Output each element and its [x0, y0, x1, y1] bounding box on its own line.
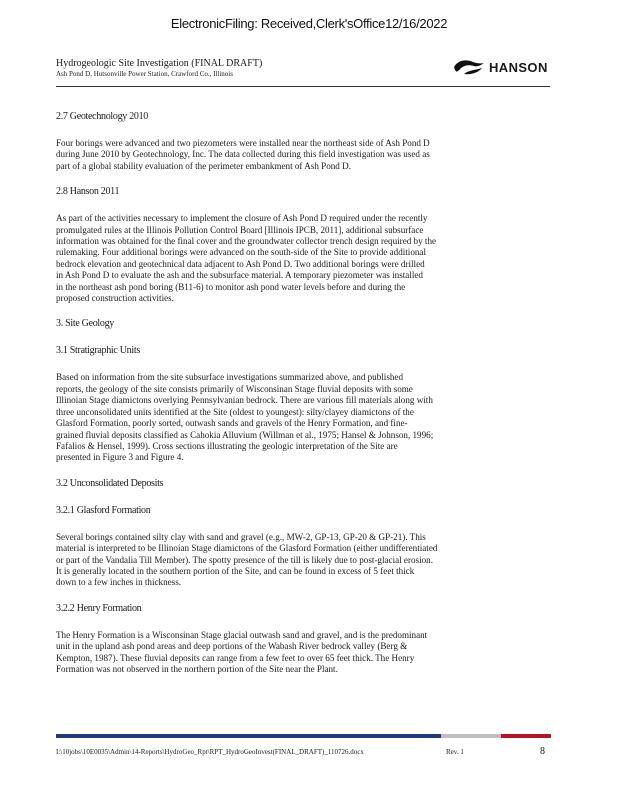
report-title: Hydrogeologic Site Investigation (FINAL DRAFT): [56, 58, 263, 69]
text-line: unit in the upland ash pond areas and deep portions of the Wabash River bedrock valley (Berg &: [56, 641, 408, 652]
text-line: Based on information from the site subsurface investigations summarized above, and published: [56, 372, 403, 383]
text-line: It is generally located in the southern portion of the Site, and can be found in excess of 5 feet thick: [56, 565, 415, 576]
footer-bar-red: [501, 734, 551, 738]
heading-3: 3. Site Geology: [56, 318, 114, 330]
paragraph-3-2-1: [56, 532, 550, 589]
heading-3-2-1: 3.2.1 Glasford Formation: [56, 504, 151, 516]
heading-2-8: 2.8 Hanson 2011: [56, 186, 120, 198]
text-line: Four borings were advanced and two piezometers were installed near the northeast side of Ash Pond D: [56, 138, 430, 148]
text-line: part of a global stability evaluation of the perimeter embankment of Ash Pond D.: [56, 160, 351, 171]
text-line: proposed construction activities.: [56, 293, 174, 304]
text-line: reports, the geology of the site consists primarily of Wisconsinan Stage fluvial deposits with some: [56, 383, 413, 394]
text-line: or part of the Vandalia Till Member). The spotty presence of the till is likely due to post-glacial erosion.: [56, 554, 433, 565]
hanson-logo: [452, 58, 548, 76]
text-line: promulgated rules at the Illinois Pollution Control Board [Illinois IPCB, 2011], additional subsurface: [56, 224, 424, 235]
heading-3-2: 3.2 Unconsolidated Deposits: [56, 477, 164, 489]
filing-stamp: ElectronicFiling: Received,Clerk'sOffice12/16/2022: [170, 16, 448, 31]
paragraph-2-8: [56, 213, 550, 304]
paragraph-3-1: [56, 372, 550, 463]
page-number: 8: [540, 746, 545, 757]
text-line: Illinoian Stage diamictons overlying Pennsylvanian bedrock. There are various fill materials along with: [56, 395, 433, 406]
hanson-logo-icon: [452, 58, 486, 76]
heading-3-2-2: 3.2.2 Henry Formation: [56, 602, 142, 614]
text-line: down to a few inches in thickness.: [56, 577, 182, 588]
paragraph-3-2-2: [56, 630, 550, 676]
text-line: bedrock elevation and geotechnical data adjacent to Ash Pond D. Two additional borings were drilled: [56, 258, 425, 269]
text-line: The Henry Formation is a Wisconsinan Stage glacial outwash sand and gravel, and is the predominant: [56, 629, 428, 640]
text-line: Several borings contained silty clay with sand and gravel (e.g., MW-2, GP-13, GP-20 & GP-21). This: [56, 531, 426, 542]
text-line: Fafalios & Hensel, 1999). Cross sections illustrating the geologic interpretation of the Site are: [56, 440, 398, 451]
text-line: As part of the activities necessary to implement the closure of Ash Pond D required under the recently: [56, 213, 428, 224]
text-line: in Ash Pond D to evaluate the ash and the subsurface material. A temporary piezometer was installed: [56, 270, 423, 281]
report-subtitle: Ash Pond D, Hutsonville Power Station, Crawford Co., Illinois: [56, 70, 233, 78]
heading-2-7: 2.7 Geotechnology 2010: [56, 111, 148, 122]
text-line: Formation was not observed in the northern portion of the Site near the Plant.: [56, 663, 338, 674]
footer-file-path: I:\10jobs\10E0035\Admin\14-Reports\HydroGeo_Rpt\RPT_HydroGeoInvest(FINAL_DRAFT)_110726.docx: [56, 748, 364, 756]
text-line: presented in Figure 3 and Figure 4.: [56, 452, 184, 463]
footer-bar-gray: [441, 734, 501, 738]
document-body: [56, 110, 550, 675]
text-line: during June 2010 by Geotechnology, Inc. The data collected during this field investigation was used as: [56, 149, 430, 160]
footer-revision: Rev. 1: [446, 748, 464, 756]
text-line: three unconsolidated units identified at the Site (oldest to youngest): silty/clayey diamictons of the: [56, 406, 414, 417]
text-line: grained fluvial deposits classified as Cahokia Alluvium (Willman et al., 1975; Hansel & Johnson, 1996;: [56, 429, 434, 440]
text-line: rulemaking. Four additional borings were advanced on the south-side of the Site to provide additional: [56, 247, 426, 258]
paragraph-2-7: [56, 138, 550, 172]
text-line: Kempton, 1987). These fluvial deposits can range from a few feet to over 65 feet thick. The Henry: [56, 652, 415, 663]
footer-bar-blue: [56, 734, 441, 738]
text-line: material is interpreted to be Illinoian Stage diamictons of the Glasford Formation (either undifferentiated: [56, 543, 438, 554]
heading-3-1: 3.1 Stratigraphic Units: [56, 345, 140, 357]
text-line: in the northeast ash pond boring (B11-6) to monitor ash pond water levels before and during the: [56, 281, 406, 292]
text-line: information was obtained for the final cover and the groundwater collector trench design required by the: [56, 236, 437, 247]
header-rule: [56, 86, 550, 87]
text-line: Glasford Formation, poorly sorted, outwash sands and gravels of the Henry Formation, and fine-: [56, 418, 408, 429]
logo-text: HANSON: [489, 59, 548, 75]
